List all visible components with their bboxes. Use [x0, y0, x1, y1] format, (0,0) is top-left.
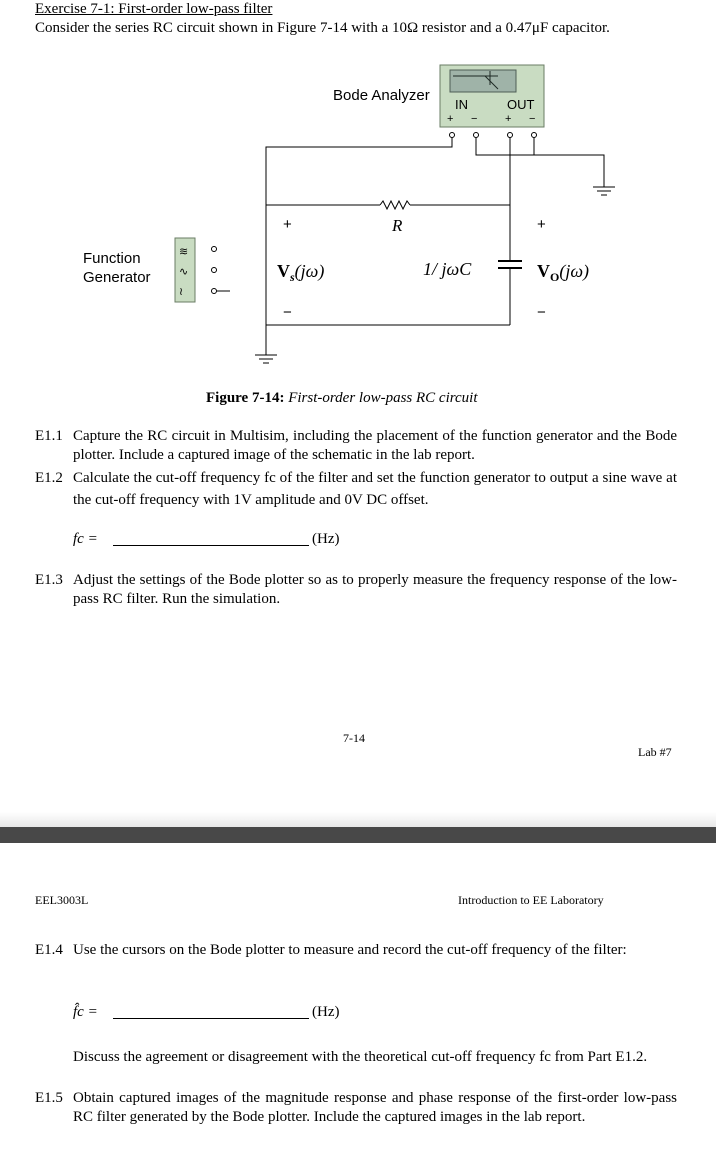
page-break-shadow [0, 812, 716, 827]
vs-label: $V_s(j\omega)$ [277, 261, 325, 284]
course-code: EEL3003L [35, 893, 89, 907]
fc-hat-blank[interactable] [113, 1004, 309, 1019]
course-title: Introduction to EE Laboratory [458, 893, 604, 907]
out-label: OUT [507, 97, 535, 112]
fc-hat-unit: (Hz) [312, 1004, 340, 1020]
item-e1-3: E1.3 Adjust the settings of the Bode plotter so as to properly measure the frequency response of the low-pass RC filter. Run the simulation. [35, 572, 677, 607]
figure-caption: Figure 7-14: First-order low-pass RC circuit [206, 390, 478, 406]
in-plus: + [447, 113, 454, 125]
fc-label: fc = [73, 531, 98, 547]
bode-analyzer-label: Bode Analyzer [333, 87, 430, 104]
svg-text:∿: ∿ [179, 266, 189, 278]
svg-text:−: − [283, 304, 292, 321]
resistor-symbol [380, 201, 410, 209]
out-plus: + [505, 113, 512, 125]
svg-text:+: + [283, 216, 292, 233]
fc-blank[interactable] [113, 531, 309, 546]
in-minus: − [471, 113, 478, 125]
item-e1-4: E1.4 Use the cursors on the Bode plotter to measure and record the cut-off frequency of the filter: [35, 942, 627, 958]
item-e1-5: E1.5 Obtain captured images of the magnitude response and phase response of the first-order low-pass RC filter generated by the Bode plotter. Include the captured images in the lab report. [35, 1090, 677, 1125]
resistor-label: R [392, 216, 403, 235]
discuss-text: Discuss the agreement or disagreement with the theoretical cut-off frequency fc from Part E1.2. [73, 1049, 648, 1065]
function-generator-label-1: Function [83, 250, 141, 267]
svg-text:+: + [537, 216, 546, 233]
function-generator-label-2: Generator [83, 269, 151, 286]
item-e1-1: E1.1 Capture the RC circuit in Multisim, including the placement of the function generator and the Bode plotter. Include a captured image of the schematic in the lab report. [35, 428, 677, 463]
svg-text:−: − [537, 304, 546, 321]
page-break [0, 827, 716, 843]
svg-text:≀: ≀ [179, 286, 184, 298]
svg-text:≋: ≋ [179, 246, 189, 258]
item-e1-2: E1.2 Calculate the cut-off frequency fc of the filter and set the function generator to output a sine wave at the cut-off frequency with 1V amplitude and 0V DC offset. [35, 470, 677, 508]
in-label: IN [455, 97, 468, 112]
out-minus: − [529, 113, 536, 125]
exercise-heading: Exercise 7-1: First-order low-pass filter [35, 1, 273, 17]
capacitor-label: 1/ jωC [423, 259, 472, 279]
exercise-intro: Consider the series RC circuit shown in Figure 7-14 with a 10Ω resistor and a 0.47μF capacitor. [35, 20, 610, 36]
vo-label: $V_O(j\omega)$ [537, 261, 590, 284]
page-number: 7-14 [343, 731, 365, 745]
lab-label: Lab #7 [638, 745, 672, 759]
fc-unit: (Hz) [312, 531, 340, 547]
bode-screen-icon [450, 70, 516, 92]
fc-hat-label: f̂c = [73, 1004, 98, 1020]
rc-circuit-figure [0, 55, 716, 375]
